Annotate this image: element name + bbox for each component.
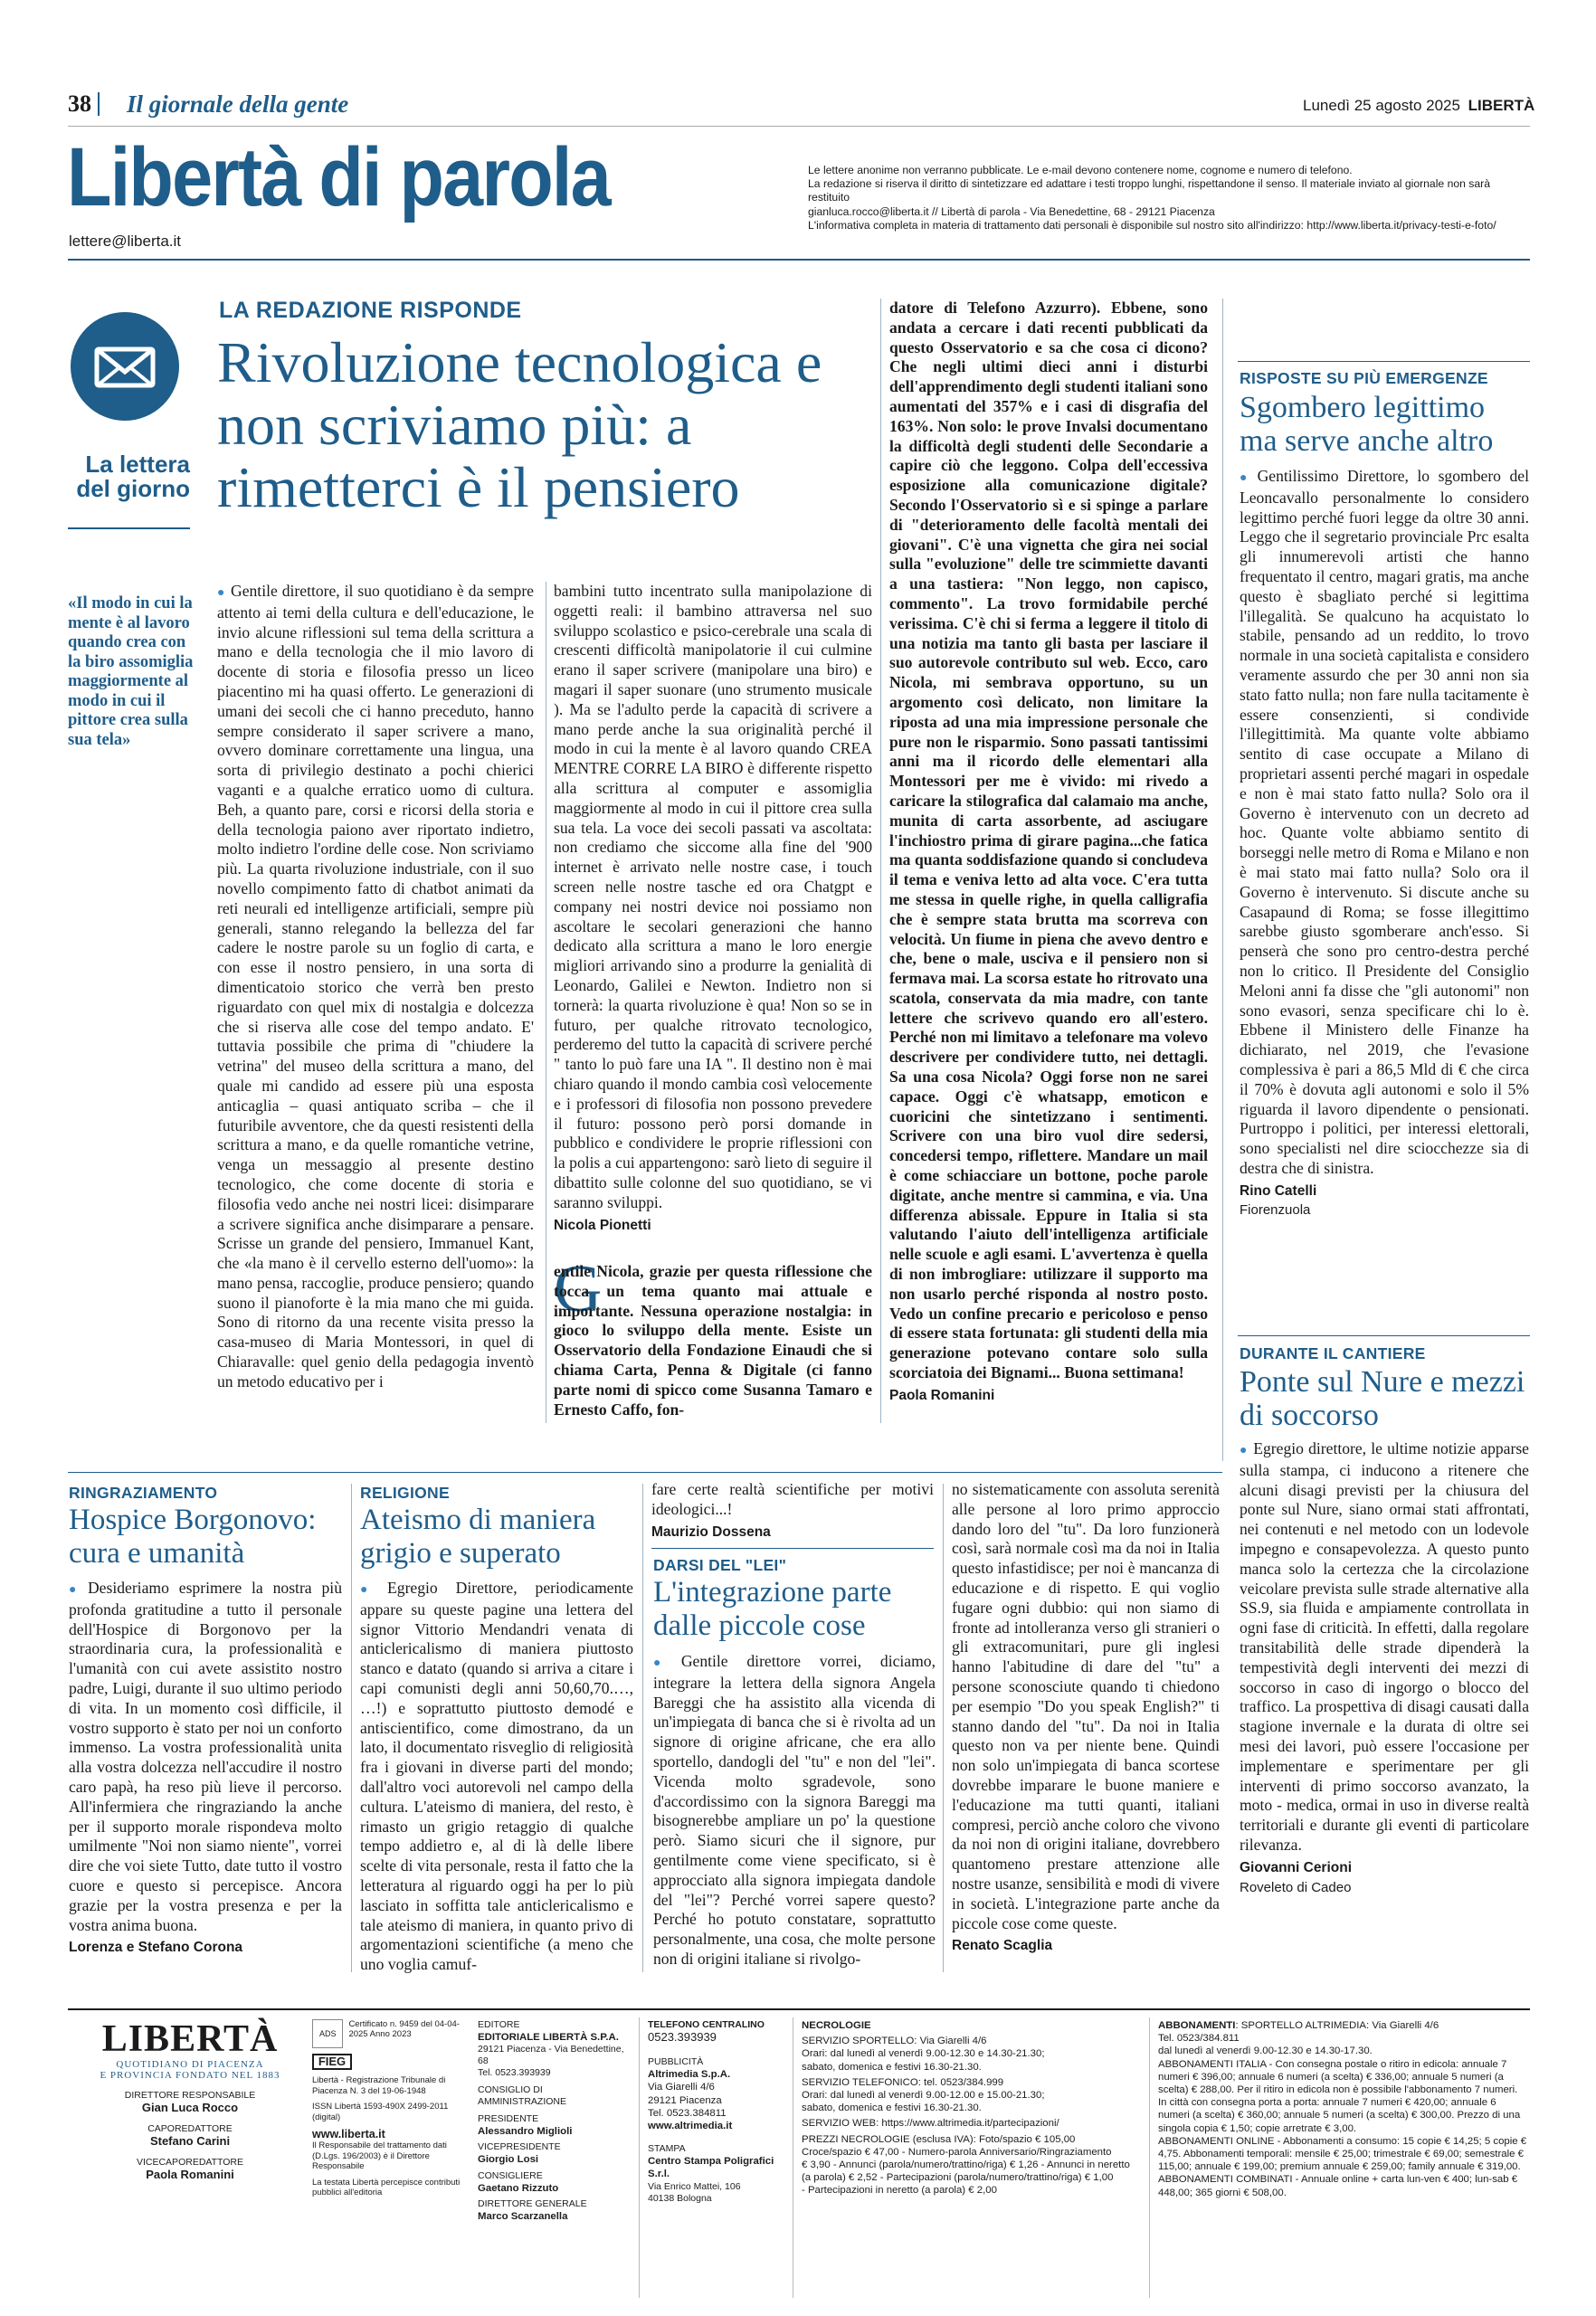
date-text: Lunedì 25 agosto 2025 [1303,97,1460,114]
ad-address: Via Giarelli 4/6 [648,2082,715,2093]
subs-line: ABBONAMENTI COMBINATI - Annuale online + carta lun-ven € 400; lun-sab € 448,00; 365 giorni € 508,00. [1158,2174,1518,2198]
staff-name: Gian Luca Rocco [141,2101,239,2114]
staff-role: DIRETTORE GENERALE [478,2197,587,2209]
ad-agency: Altrimedia S.p.A. [648,2069,731,2081]
footer-divider [639,2017,640,2298]
right1-rule [1238,361,1530,362]
notice-line: gianluca.rocco@liberta.it // Libertà di parola - Via Benedettine, 68 - 29121 Piacenza [808,204,1215,218]
staff-name: Stefano Carini [149,2134,231,2149]
logo-subtitle: E PROVINCIA FONDATO NEL 1883 [100,2070,280,2081]
reply-start-text: entile Nicola, grazie per questa riflessione che tocca un tema quanto mai attuale e importante. Nessuna operazione nostalgia: in gioco lo sviluppo della mente. Esiste un Osservatorio della Fondazione Einaudi che si chiama Carta, Penna & Digitale (ci fanno parte nomi di spicco come Susanna Tamaro e Ernesto Caffo, fon- [554,1262,872,1419]
staff-name: Marco Scarzanella [478,2210,568,2222]
subs-line: dal lunedì al venerdì 9.00-12.30 e 14.30-17.30. [1158,2045,1373,2057]
envelope-icon [71,312,179,421]
staff-role: CONSIGLIERE [478,2169,543,2181]
right2-kicker: DURANTE IL CANTIERE [1240,1344,1426,1362]
author-signature: Nicola Pionetti [554,1217,651,1233]
bottom4-body [952,1480,1220,1956]
publisher-name: EDITORIALE LIBERTÀ S.P.A. [478,2032,619,2043]
staff-role: VICECAPOREDATTORE [136,2157,244,2169]
subs-line: ABBONAMENTI ITALIA - Con consegna postale o ritiro in edicola: annuale 7 numeri € 396,00; annuale 6 numeri (a scelta) € 336,00; annuale 5 numeri (a scelta) € 288,00. Per il ritiro in edicola non è possibile l'abbonamento 7 numeri. [1158,2058,1518,2096]
bottom3-text: ● Gentile direttore vorrei, diciamo, integrare la lettera della signora Angela Bareggi che ha assistito alla vicenda di un'impiegata di banca che si è rivolta ad un signore di origine africane, che era allo sportello, dandogli del "tu" e non del "lei". Vicenda molto sgradevole, sono d'accordissimo con la signora Bareggi ma bisognerebbe ampliare un po' la questione però. Siamo sicuri che il signore, pur gentilmente come viene specificato, si è approcciato alla signora impiegata dandole del "lei"? Perché vorrei sapere questo? Perché ho potuto constatare, soprattutto personalmente, una cosa, che molte persone non di origini italiane si rivolgo- [653,1652,936,1970]
editorial-notice [808,164,1532,233]
bottom3-headline: L'integrazione parte dalle piccole cose [653,1576,892,1642]
bottom-rule [68,1472,1222,1473]
bottom3-kicker: DARSI DEL "LEI" [653,1556,787,1574]
label: TELEFONO CENTRALINO [648,2019,765,2030]
bottom2-body [360,1579,633,1975]
right2-text: ● Egregio direttore, le ultime notizie apparse sulla stampa, ci inducono a ritenere che alcuni disagi previsti per la chiusura del ponte sul Nure, siano ormai stati affrontati, nei contenuti e nel metodo con un lodevole impegno e consapevolezza. A questo punto manca solo la certezza che la circolazione veicolare prevista sulle strade alternative alla SS.9, sia fluida e ampiamente controllata in ogni fase di criticità. In effetti, dalla regolare transitabilità delle strade dipenderà la tempestività degli interventi dei mezzi di soccorso in caso di ingorgo o blocco del traffico. La prospettiva di disagi causati dalla stagione invernale e la durata di oltre sei mesi dei lavori, può essere l'occasione per implementare e sperimentare per gli interventi di primo soccorso avanzato, la moto - medica, ormai in uso in diverse realtà territoriali e durante gli eventi di particolare rilevanza. [1240,1439,1529,1856]
staff-role: CONSIGLIO DI AMMINISTRAZIONE [478,2084,567,2108]
ad-address: 29121 Piacenza [648,2094,722,2106]
bottom1-headline: Hospice Borgonovo: cura e umanità [69,1504,317,1570]
bottom2-cont-text: fare certe realtà scientifiche per motivi ideologici...! [651,1480,934,1518]
lead-column-2 [554,582,872,1235]
website-link[interactable]: www.liberta.it [312,2128,385,2141]
staff-role: DIRETTORE RESPONSABILE [124,2090,256,2101]
footer-divider [1149,2017,1150,2298]
certification-badge: ADS [312,2019,343,2048]
right2-body [1240,1439,1529,1897]
issue-date [1303,97,1534,115]
certificate-text: Certificato n. 9459 del 04-04-2025 Anno 2023 [348,2019,460,2039]
reply-body [554,1252,872,1419]
label: ABBONAMENTI [1158,2020,1236,2031]
obit-line: SERVIZIO SPORTELLO: Via Giarelli 4/6 [802,2036,987,2047]
staff-role: PRESIDENTE [478,2113,539,2125]
right1-signature: Rino Catelli [1240,1182,1317,1199]
lettera-del-giorno-badge: La lettera del giorno [76,451,190,502]
bottom4-text: no sistematicamente con assoluta serenità alle persone al loro primo approccio dando loro del "tu". Da loro funzionerà così, sarà normale così ma da noi in Italia questo infastidisce; per noi è mancanza di educazione e di rispetto. E qui voglio fugare ogni dubbio: qui non siamo di fronte ad intolleranza verso gli stranieri o gli extracomunitari, pure gli inglesi hanno l'abitudine di dare del "tu" a persone sconosciute quando ti chiedono per esempio "Do you speak English?" ti stanno dando del "tu". Da noi in Italia questo non va per niente bene. Quindi non solo un'impiegata di banca scortese dovrebbe imparare le buone maniere e l'educazione ma tutti quanti, italiani compresi, perciò anche coloro che vivono da noi non di origini italiane, dovrebbero quantomeno prestare attenzione alle nostre usanze, sensibilità e modi di vivere in società. L'integrazione parte anche da piccole cose come queste. [952,1480,1220,1932]
footer-publisher [478,2019,632,2223]
subs-line: Tel. 0523/384.811 [1158,2033,1240,2045]
lead-column-1 [217,582,534,1392]
footer-rule [68,2008,1530,2010]
right1-location: Fiorenzuola [1240,1202,1311,1219]
right1-headline: Sgombero legittimo ma serve anche altro [1240,391,1494,458]
top-rule [68,126,1530,127]
obit-line: Orari: dal lunedì al venerdì 9.00-12.30 e 14.30-21.30; [802,2048,1045,2060]
letters-email[interactable]: lettere@liberta.it [69,233,182,250]
issn: ISSN Libertà 1593-490X 2499-2011 (digital) [312,2102,449,2122]
obit-line: sabato, domenica e festivi 16.30-21.30. [802,2102,982,2114]
col-divider [351,1484,352,1972]
obit-line: Orari: dal lunedì al venerdì 9.00-12.00 e 15.00-21.30; [802,2090,1045,2102]
contributions-note: La testata Libertà percepisce contributi pubblici all'editoria [312,2177,461,2198]
obit-line: SERVIZIO TELEFONICO: tel. 0523/384.999 [802,2076,1004,2088]
printer-address: Via Enrico Mattei, 106 [648,2180,741,2192]
col-divider [642,1484,643,1972]
right1-text: ● Gentilissimo Direttore, lo sgombero del Leoncavallo personalmente lo considero legittimo perché fuori legge da oltre 30 anni. Leggo che il segretario provinciale Prc esalta gli innumerevoli artisti che hanno frequentato il centro, magari gratis, ma anche questo è sbagliato perché si legittima l'illegalità. Se qualcuno ha acquistato lo stabile, pensando ad un reddito, lo trovo normale in una società capitalista e considero veramente assurdo che per 30 anni non sia stato fatto nulla; non fare nulla tacitamente è essere consenzienti, si condivide l'illegittimità. Ma quante volte abbiamo sentito di case occupate a Milano di proprietari assenti perché magari in ospedale e non è mai stato fatto nulla? Solo ora il Governo è intervenuto con un decreto ad hoc. Quante volte abbiamo sentito di borseggi nelle metro di Roma e Milano e non è mai stato mai fatto nulla? Solo ora il Governo è intervenuto. Si discute anche su Casapaund di Roma; se fosse illegittimo sarebbe giusto sgomberare anch'esso. Si penserà che sono pro centro-destra perché non lo critico. Il Presidente del Consiglio Meloni anni fa disse che "gli autonomi" non sono evasori, senza specificare chi lo è. Ebbene il Ministero delle Finanze ha dichiarato, nel 2019, che l'evasione complessiva è pari a 86,5 Mld di € che circa il 70% è dovuta agli autonomi e solo il 5% riguarda il lavoro dipendente o pensionati. Purtroppo i politici, per interessi elettorali, sono specialisti nel dire sciocchezze sia di destra che di sinistra. [1240,467,1529,1179]
right2-location: Roveleto di Cadeo [1240,1879,1352,1895]
printer-address: 40138 Bologna [648,2192,712,2204]
bottom2-signature: Maurizio Dossena [651,1523,771,1540]
logo-wordmark: LIBERTÀ [101,2018,279,2060]
obit-line: sabato, domenica e festivi 16.30-21.30. [802,2061,982,2073]
logo-subtitle: QUOTIDIANO DI PIACENZA [116,2059,264,2070]
subs-line: ABBONAMENTI ONLINE - Abbonamenti a consumo: 15 copie € 14,25; 5 copie € 4,75. Abbonamenti temporali: mensile € 25,00; trimestrale € 69,00; semestrale € 115,00; annuale € 199,00; premium annuale € 259,00; family annuale € 319,00. [1158,2135,1527,2173]
footer-obituaries [802,2019,1141,2197]
privacy-note: Il Responsabile del trattamento dati (D.Lgs. 196/2003) è il Direttore Responsabile [312,2140,447,2172]
label: PUBBLICITÀ [648,2056,704,2068]
lead-kicker: LA REDAZIONE RISPONDE [219,298,522,323]
lead-headline: Rivoluzione tecnologica e non scriviamo più: a rimetterci è il pensiero [217,330,822,519]
right2-rule [1238,1335,1530,1336]
ad-phone: Tel. 0523.384811 [648,2107,727,2119]
phone[interactable]: 0523.393939 [648,2030,717,2044]
badge-rule [68,527,190,529]
registration: Libertà - Registrazione Tribunale di Piacenza N. 3 del 19-06-1948 [312,2075,446,2096]
obit-line: PREZZI NECROLOGIE (esclusa IVA): Foto/spazio € 105,00 [802,2133,1076,2145]
bottom2-kicker: RELIGIONE [360,1484,450,1502]
bottom4-signature: Renato Scaglia [952,1938,1053,1954]
subs-text: SPORTELLO ALTRIMEDIA: Via Giarelli 4/6 [1240,2020,1439,2031]
right2-signature: Giovanni Cerioni [1240,1859,1353,1875]
staff-name: Gaetano Rizzuto [478,2182,559,2194]
lead-col3-text: datore di Telefono Azzurro). Ebbene, sono andata a cercare i dati recenti pubblicati da questo Osservatorio e sa che cosa ci dicono? Che negli ultimi dieci anni i disturbi dell'apprendimento degli studenti italiani sono aumentati del 357% e i casi di disgrafia del 163%. Non solo: le prove Invalsi documentano la difficoltà degli studenti delle Secondarie a capire ciò che leggono. Colpa dell'eccessiva esposizione alla comunicazione digitale? Secondo l'Osservatorio sì e si spinge a parlare di "deterioramento delle facoltà mentali dei giovani". C'è una vignetta che gira nei social sulla "evoluzione" delle tre scimmiette davanti a una tastiera: "Non leggo, non capisco, commento". La trovo formidabile perché verissima. C'è chi si ferma a leggere il titolo di una notizia ma tanto gli basta per lasciare il suo autorevole contributo sul web. Ecco, caro Nicola, mi sembrava opportuno, su un argomento così delicato, non limitare la riposta ad una mia impressione personale che pure non le risparmio. Sono passati tantissimi anni ma il ricordo delle elementari alla Montessori per me è vivido: mi rivedo a caricare la stilografica dal calamaio ma anche, munita di carta assorbente, ad asciugare l'inchiostro prima di girare pagina...che fatica ma quanta soddisfazione quando si concludeva il tema e veniva letto ad alta voce. C'era tutta me stessa in quelle righe, in quella calligrafia che è sempre stata brutta ma scorreva con velocità. Un fiume in piena che avevo dentro e che, bene o male, usciva e il pensiero non si fermava mai. La scorsa estate ho ritrovato una scatola, conservata da mia madre, con tante lettere che scrivevo quando ero all'estero. Perché non mi limitavo a telefonare ma volevo descrivere per condividere tutto, nei dettagli. Sa una cosa Nicola? Oggi forse non ne sarei capace. Oggi c'è whatsapp, emoticon e cuoricini che sintetizzano i sentimenti. Scrivere con una biro vuol dire sedersi, concedersi tempo, riflettere. Mandare un mail è come schiacciare un bottone, poche parole digitate, anche mentre si cammina, e via. Una differenza abissale. Eppure in Italia si sta valutando l'aiuto dell'intelligenza artificiale nelle scuole e agli esami. L'avvertenza è quella di non imbrogliare: utilizzare il supporto ma non usarlo perché risponda al nostro posto. Vedo un confine precario e pericoloso e penso di essere stata fortunata: gli studenti della mia generazione potevano contare solo sulla scorciatoia dei Bignami... Buona settimana! [889,299,1208,1382]
staff-role: VICEPRESIDENTE [478,2141,561,2153]
right1-kicker: RISPOSTE SU PIÙ EMERGENZE [1240,369,1488,387]
label: NECROLOGIE [802,2020,871,2031]
pull-quote: «Il modo in cui la mente è al lavoro quando crea con la biro assomiglia maggiormente al modo in cui il pittore crea sulla sua tela» [68,594,194,749]
publisher-phone: Tel. 0523.393939 [478,2067,551,2079]
bottom2-text: ● Egregio Direttore, periodicamente appare su queste pagine una lettera del signor Vittorio Mendandri venata di anticlericalismo di maniera piuttosto stanco e datato (quando si arriva a citare i capi comunisti degli anni 50,60,70.…, …!) e soprattutto piuttosto demodé e antiscientifico, come dimostrano, da un lato, il documentato risveglio di religiosità fra i giovani in diverse parti del mondo; dall'altro voci autorevoli nel campo della cultura. L'ateismo di maniera, del resto, è rimasto un grigio retaggio di qualche tempo addietro e, al di là delle libere scelte di vita personale, resta il fatto che la letteratura al riguardo oggi ha per lo più lasciato in soffitta tale anticlericalismo e tale ateismo di maniera, in quanto privo di argomentazioni scientifiche (a meno che uno voglia camuf- [360,1579,633,1975]
notice-line: L'informativa completa in materia di trattamento dati personali è disponibile sul nostro sito all'indirizzo: http://www.liberta.it/privacy-testi-e-foto/ [808,218,1496,232]
bottom1-body [69,1579,342,1958]
lead-col1-text: ● Gentile direttore, il suo quotidiano è da sempre attento ai temi della cultura e dell'educazione, le invio alcune riflessioni sul tema della scrittura a mano e della tecnologia che il mio lavoro di docente di storia e filosofia presso un liceo piacentino mi ha quasi offerto. Le generazioni di umani dei secoli che ci hanno preceduto, hanno sempre considerato il saper scrivere a mano, ovvero dominare correttamente una lingua, una sorta di privilegio destinato a pochi chierici vaganti e a qualche erratico uomo di cultura. Beh, a quanto pare, corsi e ricorsi della storia e della tecnologia paiono aver riportato indietro, molto indietro l'ordine delle cose. Non scriviamo più. La quarta rivoluzione industriale, con il suo novello compimento fatto di chatbot animati da reti neurali ed intelligenze artificiali, sempre più generali, stanno relegando la bellezza del far cadere le nostre parole su un foglio di carta, e con esse il nostro pensiero, in una sorta di dimenticatoio storico che verrà ben presto riguardato con quel mix di nostalgia e dolcezza che si riserva alle cose del tempo andato. E' tuttavia possibile che prima di "chiudere la vetrina" del museo della scrittura a mano, del quale mi candido ad essere più una esposta anticaglia – quasi antiquato scriba – che il futuribile avventore, che da questi resistenti della scrittura a mano, e da quelle romantiche vetrine, venga un messaggio al presente destino tecnologico, che come docente di storia e filosofia vedo anche nei nostri licei: disimparare a scrivere significa anche disimparare a pensare. Scrisse un grande del pensiero, Immanuel Kant, che «la mano è il cervello esterno dell'uomo»: la mano pensa, raccoglie, produce pensiero; quando suono il pianoforte è la mia mano che mi guida. Sono di ritorno da una recente visita presso la casa-museo di Maria Montessori, in quel di Chiaravalle: quel genio della pedagogia inventò un metodo educativo per i [217,582,534,1391]
right1-body [1240,467,1529,1220]
notice-line: La redazione si riserva il diritto di sintetizzare ed adattare i testi troppo lunghi, rispettandone il senso. Il materiale inviato al giornale non sarà restituito [808,177,1491,204]
footer-legal [312,2019,466,2198]
subs-line: In città con consegna porta a porta: annuale 7 numeri € 420,00; annuale 6 numeri (a scelta) € 360,00; annuale 5 numeri (a scelta) € 300,00. Prezzo di una singola copia € 1,50; copie arretrate € 3,00. [1158,2097,1521,2134]
obit-line: € 3,90 - Annunci (parola/numero/trattino/riga) € 1,26 - Annunci in neretto (a parola) € 2,52 - Partecipazioni (parola/numero/trattino/riga) € 1,00 [802,2159,1130,2184]
staff-role: EDITORE [478,2019,520,2030]
staff-role: CAPOREDATTORE [147,2123,233,2135]
col-divider [943,1484,944,1972]
fieg-logo: FIEG [312,2054,352,2070]
staff-name: Alessandro Miglioli [478,2126,573,2138]
masthead-rule [68,259,1530,261]
col-divider [1222,299,1223,1461]
paper-name: LIBERTÀ [1468,97,1535,114]
staff-name: Paola Romanini [146,2168,234,2182]
lead-col2-text: bambini tutto incentrato sulla manipolazione di oggetti reali: il bambino attraversa nel suo sviluppo scolastico e psico-cerebrale una scala di crescenti difficoltà manipolatorie il cui culmine erano il saper scrivere (manipolare una biro) e magari il saper suonare (uno strumento musicale ). Ma se l'adulto perde la capacità di scrivere a mano perde anche la sua originalità perché il modo in cui la mente è al lavoro quando CREA MENTRE CORRE LA BIRO è differente rispetto alla scrittura al computer e assomiglia maggiormente al modo in cui il pittore crea sulla sua tela. La voce dei secoli passati va ascoltata: non crediamo che siccome alla fine del '900 internet è arrivato nelle nostre case, i touch screen nelle nostre tasche ed ora Chatgpt e company nei nostri device noi possiamo non ascoltare le secolari generazioni che hanno dedicato alla scrittura a mano le loro energie migliori arrivando sino a produrre la genialità di Leonardo, Galilei e Newton. Indietro non si tornerà: la quarta rivoluzione è qua! Non so se in futuro, per qualche ritrovato tecnologico, perderemo del tutto la capacità di scrivere perché " tanto lo può fare una IA ". Il destino non è mai chiaro quando il mondo cambia così velocemente e i professori di filosofia non possono prevedere il futuro: possono però porsi domande in pubblico e condividere le proprie riflessioni con la polis a cui appartengono: sarò lieto di seguire il dibattito sulle colonne del suo quotidiano, se vi saranno sviluppi. [554,582,872,1211]
masthead-divider [98,92,100,116]
footer-logo [81,2019,299,2182]
col-divider [880,299,881,1423]
column-title: Libertà di parola [67,131,610,223]
printer-name: Centro Stampa Poligrafici S.r.l. [648,2156,774,2180]
page-number: 38 [68,90,91,117]
publisher-address: 29121 Piacenza - Via Benedettine, 68 [478,2044,624,2067]
bottom2-headline: Ateismo di maniera grigio e superato [360,1504,596,1570]
staff-name: Giorgio Losi [478,2154,539,2166]
bottom3-continuation [651,1480,934,1542]
bottom1-kicker: RINGRAZIAMENTO [69,1484,218,1502]
obit-line: Croce/spazio € 47,00 - Numero-parola Anniversario/Ringraziamento [802,2146,1112,2158]
label: STAMPA [648,2143,686,2155]
footer-contacts [648,2019,784,2205]
subs-line: ABBONAMENTI: SPORTELLO ALTRIMEDIA: Via Giarelli 4/6 [1158,2020,1439,2031]
section-title: Il giornale della gente [127,90,349,118]
editor-signature: Paola Romanini [889,1387,995,1403]
reply-dropcap: G [554,1252,603,1326]
right2-headline: Ponte sul Nure e mezzi di soccorso [1240,1365,1525,1432]
footer-subscriptions [1158,2019,1529,2199]
bottom3-body [653,1652,936,1970]
ad-site[interactable]: www.altrimedia.it [648,2121,733,2132]
bottom3-rule [651,1548,934,1549]
lead-column-3 [889,299,1208,1406]
bottom1-text: ● Desideriamo esprimere la nostra più profonda gratitudine a tutto il personale dell'Hospice di Borgonovo per la straordinaria cura, la professionalità e l'umanità con cui avete assistito nostro padre, Luigi, durante il suo ultimo periodo di vita. In un momento così difficile, il vostro supporto è stato per noi un conforto immenso. La vostra professionalità unita alla vostra dolcezza nell'accudire il nostro caro papà, ha reso più lieve il percorso. All'infermiera che ringraziando la anche per il supporto morale rispondeva molto umilmente "Noi non siamo niente", vorrei dire che voi siete Tutto, date tutto il vostro cuore e questo si percepisce. Ancora grazie per la vostra presenza e per la vostra anima buona. [69,1579,342,1935]
notice-line: Le lettere anonime non verranno pubblicate. Le e-mail devono contenere nome, cognome e numero di telefono. [808,164,1353,176]
obit-line: SERVIZIO WEB: https://www.altrimedia.it/partecipazioni/ [802,2118,1059,2130]
obit-line: - Partecipazioni in neretto (a parola) € 2,00 [802,2185,997,2197]
bottom1-signature: Lorenza e Stefano Corona [69,1940,243,1956]
